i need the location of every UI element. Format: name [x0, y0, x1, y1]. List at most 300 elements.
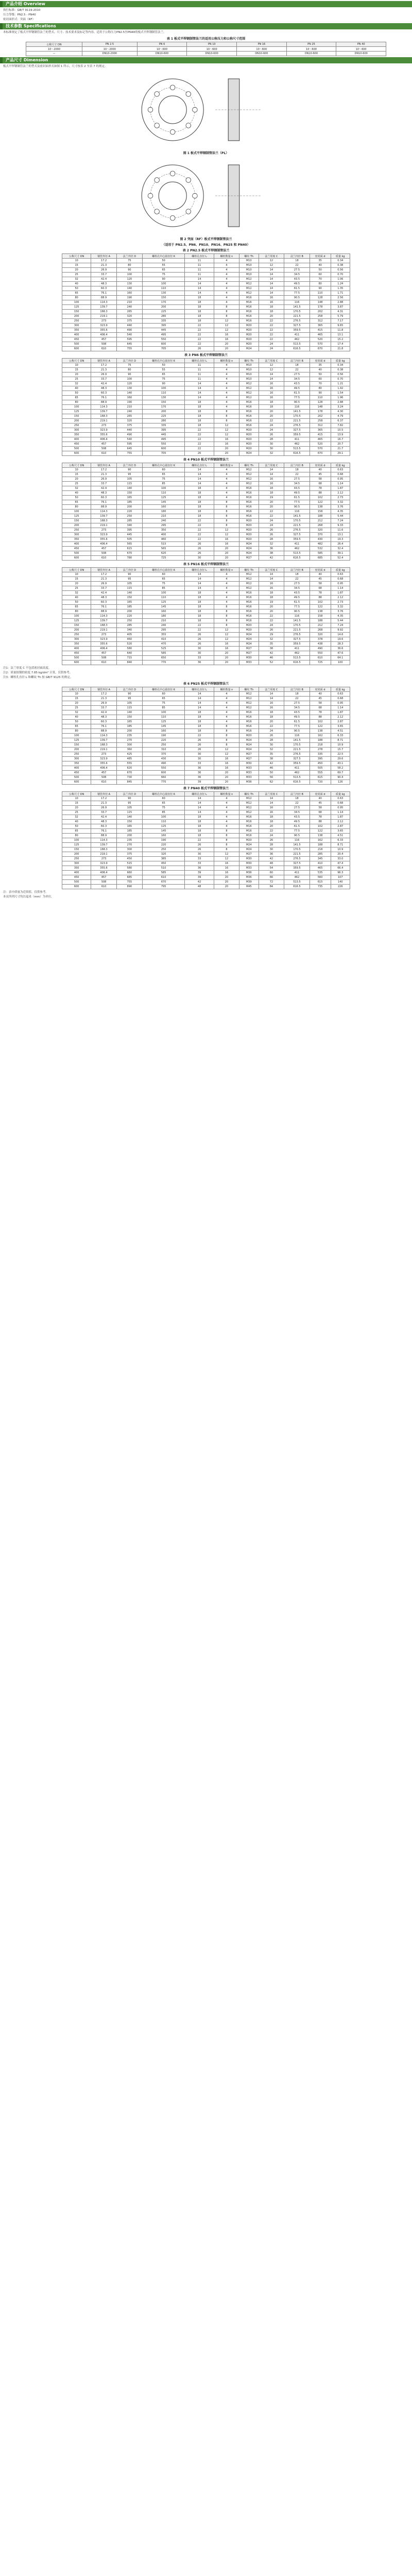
column-header: 法兰厚度 C — [259, 687, 284, 692]
table-row — [62, 428, 350, 433]
table-cell: M12 — [239, 472, 259, 477]
table-cell: 355.6 — [91, 328, 116, 333]
table-cell: 25 — [62, 273, 91, 277]
table-cell: 411 — [284, 766, 310, 771]
table-cell: 300 — [62, 533, 91, 537]
column-header: PN 6 — [137, 42, 187, 47]
table-row — [62, 556, 350, 561]
table-cell: 2.12 — [331, 715, 350, 720]
table-cell: 8 — [214, 410, 239, 414]
table-cell: 219.1 — [91, 628, 116, 633]
table-cell: 340 — [116, 523, 142, 528]
table-cell: 120 — [116, 382, 142, 386]
table-cell: 4.51 — [331, 834, 350, 838]
table-caption: 表 3 PN6 板式平焊钢制管法兰 — [184, 353, 228, 357]
column-header: 密封面 d — [310, 568, 331, 572]
table-cell: 12 — [214, 428, 239, 433]
table-cell: 8 — [214, 419, 239, 423]
table-row — [62, 619, 350, 623]
table-row — [62, 259, 350, 263]
table-cell: 114.3 — [91, 405, 116, 410]
table-cell: M16 — [239, 296, 259, 300]
table-cell: 1.87 — [331, 591, 350, 596]
table-cell: 66.4 — [331, 866, 350, 871]
column-header: 法兰厚度 C — [259, 254, 284, 259]
table-cell: 219.1 — [91, 523, 116, 528]
table-cell: 100 — [331, 660, 350, 665]
table-cell: 100 — [116, 377, 142, 382]
table-cell: 22 — [284, 263, 310, 268]
table-cell: 411 — [284, 871, 310, 875]
table-cell: 585 — [143, 651, 185, 656]
table-cell: 18 — [185, 619, 214, 623]
table-cell: 0.56 — [331, 268, 350, 273]
table-cell: 4 — [214, 382, 239, 386]
table-row — [62, 752, 350, 757]
table-cell: 14 — [259, 286, 284, 291]
table-cell: 110 — [143, 596, 185, 600]
table-cell: 1.14 — [331, 586, 350, 591]
table-cell: 378 — [310, 637, 331, 642]
table-cell: 22 — [185, 628, 214, 633]
table-cell: M12 — [239, 701, 259, 706]
table-cell: M16 — [239, 824, 259, 829]
table-cell: 12 — [214, 752, 239, 757]
table-cell: 12 — [214, 637, 239, 642]
table-cell: 61.5 — [284, 824, 310, 829]
table-cell: M12 — [239, 482, 259, 486]
table-cell: M39 — [239, 880, 259, 885]
table-cell: 445 — [143, 433, 185, 437]
table-cell: 200 — [116, 729, 142, 734]
table-cell: 158 — [310, 614, 331, 619]
column-header: 螺纹 Th — [239, 463, 259, 468]
table-cell: 140 — [116, 710, 142, 715]
column-header: 法兰内径 B — [284, 359, 310, 363]
table-cell: 18 — [185, 614, 214, 619]
column-header: 密封面 d — [310, 687, 331, 692]
table-cell: 415 — [310, 328, 331, 333]
table-cell: 139.7 — [91, 738, 116, 743]
table-cell: M24 — [239, 451, 259, 456]
table-cell: 278 — [310, 748, 331, 752]
table-cell: 250 — [62, 857, 91, 861]
table-cell: 26 — [259, 533, 284, 537]
table-cell: 18 — [259, 715, 284, 720]
table-cell: 110 — [310, 291, 331, 296]
table-cell: 75 — [116, 259, 142, 263]
table-cell: 273 — [91, 319, 116, 324]
table-row — [62, 451, 350, 456]
table-cell: 76.1 — [91, 724, 116, 729]
table-cell: 33.0 — [331, 857, 350, 861]
table-cell: 18 — [185, 491, 214, 496]
table-cell: M24 — [239, 551, 259, 556]
table-cell: 4 — [214, 482, 239, 486]
table-cell: 406.4 — [91, 766, 116, 771]
table-cell: 90 — [143, 277, 185, 282]
table-cell: 20 — [62, 372, 91, 377]
table-cell: 8 — [214, 310, 239, 314]
table-cell: 270 — [116, 738, 142, 743]
table-cell: 11 — [185, 363, 214, 368]
column-header: 螺栓数量 n — [214, 463, 239, 468]
table-cell: 26 — [259, 838, 284, 843]
table-row — [62, 333, 350, 337]
table-cell: 9.33 — [331, 523, 350, 528]
table-cell: 116 — [284, 510, 310, 514]
table-cell: 18 — [185, 314, 214, 319]
table-cell: 2.56 — [331, 296, 350, 300]
table-cell: 170 — [143, 300, 185, 305]
table-cell: 258 — [310, 314, 331, 319]
table-cell: 4 — [214, 692, 239, 697]
table-cell: 221.5 — [284, 748, 310, 752]
table-cell: 7.82 — [331, 423, 350, 428]
table-cell: 11 — [185, 377, 214, 382]
table-cell: 359.5 — [284, 866, 310, 871]
section-header: 技术参数 Specifications — [0, 23, 412, 29]
table-cell: 355 — [143, 633, 185, 637]
column-header: PN 10 — [187, 42, 237, 47]
table-cell: 16 — [259, 482, 284, 486]
table-cell: 14 — [185, 386, 214, 391]
table-cell: 508 — [91, 551, 116, 556]
column-header: PN 40 — [336, 42, 386, 47]
table-cell: 28.3 — [331, 642, 350, 647]
table-cell: 18 — [185, 305, 214, 310]
table-row — [62, 734, 350, 738]
table-row — [62, 761, 350, 766]
column-header: 螺栓数量 n — [214, 568, 239, 572]
table-row — [62, 757, 350, 761]
table-cell: 4 — [214, 259, 239, 263]
table-cell: 65 — [62, 500, 91, 505]
column-header: 质量 kg — [331, 792, 350, 796]
table-cell: 48.3 — [91, 282, 116, 286]
table-cell: 0.95 — [331, 477, 350, 482]
table-row — [62, 829, 350, 834]
table-cell: 178 — [310, 410, 331, 414]
table-cell: 26 — [185, 738, 214, 743]
table-cell: M24 — [239, 738, 259, 743]
table-cell: 14 — [185, 810, 214, 815]
column-header: 质量 kg — [331, 254, 350, 259]
table-cell: 26 — [259, 628, 284, 633]
table-cell: 80 — [310, 282, 331, 286]
table-cell: 1.54 — [331, 391, 350, 396]
table-cell: 45 — [310, 697, 331, 701]
table-cell: 18 — [185, 419, 214, 423]
table-cell: 40 — [310, 368, 331, 372]
table-cell: 425 — [116, 752, 142, 757]
table-cell: 460 — [143, 537, 185, 542]
table-cell: 26 — [259, 528, 284, 533]
table-cell: 515 — [143, 542, 185, 547]
table-cell: 50 — [62, 496, 91, 500]
table-cell: 33.7 — [91, 377, 116, 382]
table-cell: 457 — [91, 875, 116, 880]
table-cell: 139.7 — [91, 619, 116, 623]
table-cell: 4 — [214, 806, 239, 810]
table-cell: 140 — [116, 486, 142, 491]
table-cell: 457 — [91, 442, 116, 447]
table-cell: 32 — [259, 748, 284, 752]
table-cell: M10 — [239, 273, 259, 277]
table-cell: M27 — [239, 651, 259, 656]
table-cell: 25 — [62, 482, 91, 486]
table-cell: 60 — [259, 871, 284, 875]
table-row — [62, 377, 350, 382]
table-cell: 125 — [62, 738, 91, 743]
table-cell: 32 — [62, 815, 91, 820]
table-cell: 735 — [310, 885, 331, 889]
table-cell: 150 — [143, 400, 185, 405]
table-cell: 200 — [143, 305, 185, 310]
table-cell: 21.3 — [91, 697, 116, 701]
table-cell: 22 — [284, 801, 310, 806]
table-cell: 770 — [143, 660, 185, 665]
column-header: 质量 kg — [331, 359, 350, 363]
table-cell: 18 — [185, 405, 214, 410]
column-header: 法兰内径 B — [284, 687, 310, 692]
table-cell: 188 — [310, 514, 331, 519]
column-header: 螺栓数量 n — [214, 792, 239, 796]
table-cell: 555 — [310, 771, 331, 775]
table-cell: 285 — [116, 623, 142, 628]
table-cell: M12 — [239, 706, 259, 710]
table-row — [62, 296, 350, 300]
table-cell: 90 — [116, 796, 142, 801]
table-cell: 22 — [185, 533, 214, 537]
table-cell: 450 — [62, 547, 91, 551]
table-cell: 1.87 — [331, 486, 350, 491]
table-cell: 42 — [185, 880, 214, 885]
table-cell: 26 — [185, 547, 214, 551]
table-cell: M20 — [239, 337, 259, 342]
table-cell: M24 — [239, 637, 259, 642]
table-cell: 141.5 — [284, 843, 310, 848]
table-cell: 1.42 — [331, 386, 350, 391]
table-cell: 48.3 — [91, 715, 116, 720]
column-header: 法兰厚度 C — [259, 568, 284, 572]
table-row — [62, 410, 350, 414]
table-cell: 42.4 — [91, 486, 116, 491]
table-cell: 490 — [310, 647, 331, 651]
table-row — [62, 310, 350, 314]
table-cell: 12 — [214, 748, 239, 752]
table-cell: 49.5 — [284, 820, 310, 824]
table-cell: 620 — [143, 551, 185, 556]
table-cell: M16 — [239, 720, 259, 724]
table-cell: 18 — [185, 710, 214, 715]
table-cell: 12 — [214, 633, 239, 637]
table-cell: 158 — [310, 510, 331, 514]
table-cell: 580 — [116, 647, 142, 651]
table-row — [62, 692, 350, 697]
table-row — [26, 52, 386, 56]
table-cell: 26 — [185, 451, 214, 456]
table-cell: 20 — [259, 609, 284, 614]
table-cell: 12 — [259, 363, 284, 368]
table-cell: 202 — [310, 310, 331, 314]
table-row — [62, 843, 350, 848]
table-cell: 219.1 — [91, 314, 116, 319]
table-cell: 38 — [259, 757, 284, 761]
table-cell: 8 — [214, 614, 239, 619]
column-header: 质量 kg — [331, 687, 350, 692]
table-cell: 500 — [62, 447, 91, 451]
table-cell: 15.7 — [331, 748, 350, 752]
table-cell: 27.5 — [284, 806, 310, 810]
table-cell: M20 — [239, 437, 259, 442]
table-cell: 400 — [62, 437, 91, 442]
table-cell: 406.4 — [91, 542, 116, 547]
data-table — [62, 791, 350, 889]
table-cell: 220 — [143, 843, 185, 848]
table-cell: 359.5 — [284, 761, 310, 766]
table-cell: 1.96 — [331, 396, 350, 400]
table-row — [62, 591, 350, 596]
table-cell: M12 — [239, 282, 259, 286]
table-cell: 8 — [214, 305, 239, 310]
table-cell: 50 — [143, 363, 185, 368]
table-cell: 360 — [116, 748, 142, 752]
table-cell: 40 — [62, 820, 91, 824]
table-cell: 615 — [116, 547, 142, 551]
column-header: 公称尺寸 DN — [62, 254, 91, 259]
column-header: 密封面 d — [310, 254, 331, 259]
table-row — [62, 382, 350, 386]
table-cell: 58 — [310, 701, 331, 706]
table-cell: 1.87 — [331, 815, 350, 820]
table-cell: 162 — [310, 734, 331, 738]
table-cell: 26 — [259, 433, 284, 437]
table-cell: 25 — [62, 377, 91, 382]
table-row — [62, 866, 350, 871]
table-cell: 0.70 — [331, 273, 350, 277]
table-cell: 513.5 — [284, 775, 310, 780]
table-cell: 105 — [116, 701, 142, 706]
table-cell: 385 — [143, 857, 185, 861]
table-cell: 4 — [214, 468, 239, 472]
table-cell: 25 — [62, 586, 91, 591]
table-cell: DN10-600 — [336, 52, 386, 56]
table-cell: 320 — [143, 852, 185, 857]
table-cell: 5.44 — [331, 514, 350, 519]
table-cell: 4 — [214, 477, 239, 482]
table-cell: 221.5 — [284, 628, 310, 633]
table-cell: M12 — [239, 806, 259, 810]
table-row — [62, 277, 350, 282]
table-cell: 3.76 — [331, 609, 350, 614]
table-cell: 116 — [284, 405, 310, 410]
table-cell: 21.8 — [331, 347, 350, 351]
table-row — [62, 738, 350, 743]
table-cell: 14 — [185, 586, 214, 591]
table-cell: 84 — [259, 885, 284, 889]
table-cell: 220 — [116, 614, 142, 619]
table-cell: 150 — [116, 596, 142, 600]
table-cell: 100 — [143, 710, 185, 715]
table-cell: M24 — [239, 347, 259, 351]
table-cell: 0.68 — [331, 801, 350, 806]
table-cell: 1.35 — [331, 286, 350, 291]
table-cell: 125 — [62, 619, 91, 623]
table-cell: 12 — [214, 423, 239, 428]
table-cell: 10～600 — [336, 47, 386, 52]
table-cell: 240 — [143, 519, 185, 523]
table-cell: 20 — [214, 547, 239, 551]
table-cell: 250 — [62, 423, 91, 428]
table-cell: 140 — [116, 815, 142, 820]
table-cell: 19.6 — [331, 637, 350, 642]
table-cell: 180 — [143, 614, 185, 619]
table-cell: 42.4 — [91, 277, 116, 282]
table-cell: 18 — [259, 815, 284, 820]
table-cell: 4 — [214, 701, 239, 706]
table-cell: 15 — [62, 368, 91, 372]
table-cell: 22 — [259, 829, 284, 834]
table-cell: 61.5 — [284, 496, 310, 500]
table-cell: 520 — [310, 337, 331, 342]
table-cell: 508 — [91, 656, 116, 660]
table-cell: 39.1 — [331, 551, 350, 556]
table-cell: 13.1 — [331, 333, 350, 337]
table-cell: 20 — [62, 268, 91, 273]
table-cell: 320 — [310, 633, 331, 637]
table-cell: 150 — [116, 491, 142, 496]
table-cell: 411 — [284, 333, 310, 337]
overview-line: 密封面形式：突面（RF） — [3, 18, 35, 21]
table-row — [62, 577, 350, 582]
table-cell: 70 — [310, 277, 331, 282]
table-cell: 16 — [259, 382, 284, 386]
table-cell: 36 — [185, 771, 214, 775]
table-cell: 1.24 — [331, 282, 350, 286]
table-cell: 185 — [116, 605, 142, 609]
table-cell: 276.5 — [284, 423, 310, 428]
table-cell: 40 — [310, 468, 331, 472]
table-row — [62, 820, 350, 824]
table-cell: 221.5 — [284, 852, 310, 857]
table-cell: 10 — [62, 363, 91, 368]
flange-drawing-1 — [113, 71, 299, 148]
table-row — [62, 472, 350, 477]
table-cell: 2.12 — [331, 596, 350, 600]
table-cell: 335 — [310, 752, 331, 757]
table-cell: 75 — [143, 273, 185, 277]
table-cell: M10 — [239, 263, 259, 268]
table-cell: 15 — [62, 263, 91, 268]
table-cell: 400 — [62, 766, 91, 771]
table-cell: 4 — [214, 400, 239, 405]
table-cell: 18 — [185, 609, 214, 614]
table-cell: 221.5 — [284, 419, 310, 423]
table-cell: 35 — [259, 752, 284, 757]
table-cell: 6.33 — [331, 838, 350, 843]
table-cell: 20 — [214, 556, 239, 561]
table-cell: 138 — [310, 834, 331, 838]
table-cell: 40 — [310, 692, 331, 697]
table-cell: 125 — [143, 496, 185, 500]
table-cell: 14 — [185, 796, 214, 801]
table-cell: 555 — [116, 761, 142, 766]
table-cell: M24 — [239, 848, 259, 852]
table-cell: 45 — [310, 577, 331, 582]
table-cell: 22 — [284, 368, 310, 372]
table-cell: 4 — [214, 810, 239, 815]
